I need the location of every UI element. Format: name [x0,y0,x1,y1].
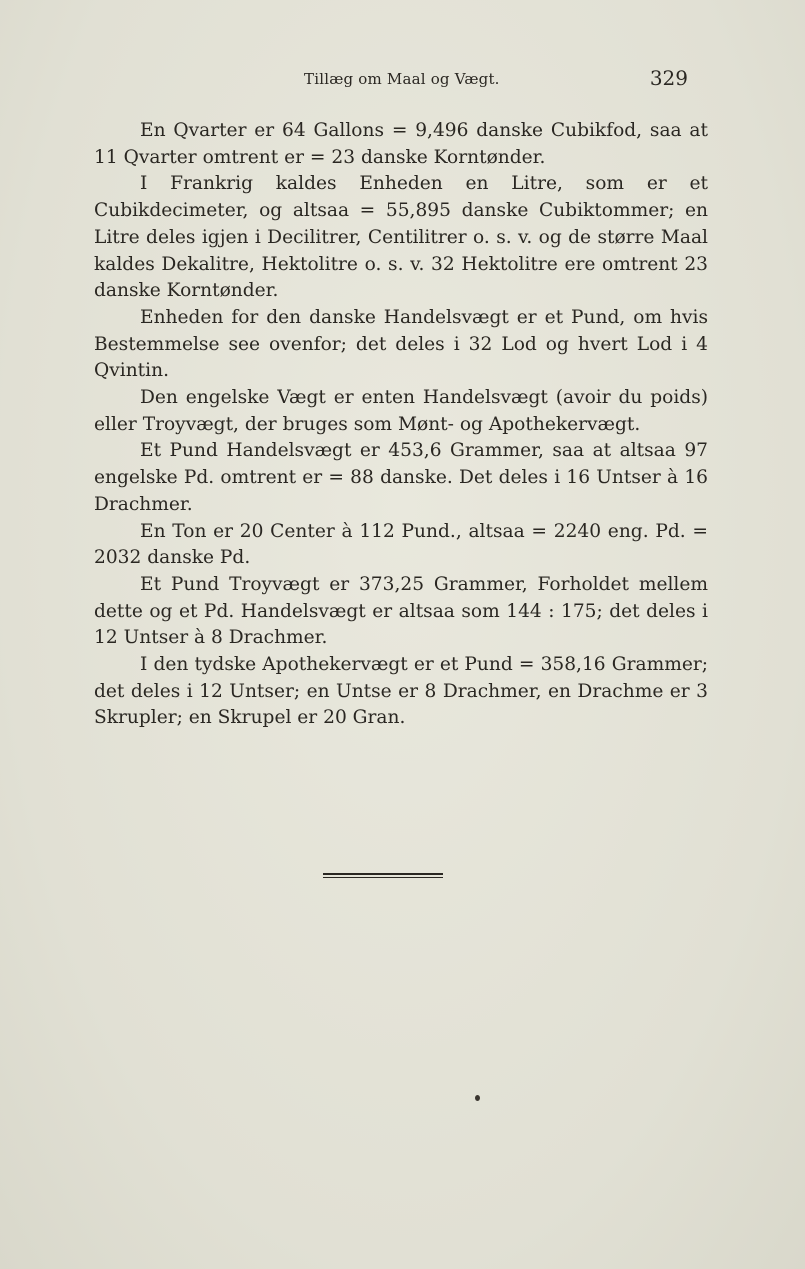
page-header [94,66,688,96]
running-title: Tillæg om Maal og Vægt. [304,70,500,88]
paragraph-tydsk-apothekervaegt: I den tydske Apothekervægt er et Pund = 358,16 Grammer; det deles i 12 Untser; en Untse er 8 Drachmer, en Drachme er 3 Skrupler; en Skrupel er 20 Gran. [94,654,708,729]
paragraph-pund-handelsvaegt: Et Pund Handelsvægt er 453,6 Grammer, saa at altsaa 97 engelske Pd. omtrent er = 88 danske. Det deles i 16 Untser à 16 Drachmer. [94,440,708,515]
paragraph-troyvaegt: Et Pund Troyvægt er 373,25 Grammer, Forholdet mellem dette og et Pd. Handelsvægt er altsaa som 144 : 175; det deles i 12 Untser à 8 Drachmer. [94,573,708,649]
paragraph-frankrig-litre: I Frankrig kaldes Enheden en Litre, som er et Cubikdecimeter, og altsaa = 55,895 danske Cubiktommer; en Litre deles igjen i Decilitrer, Centilitrer o. s. v. og de større Maal kaldes Dekalitre, Hektolitre o. s. v. 32 Hektolitre ere omtrent 23 danske Korntønder. [94,173,708,302]
section-end-rule [323,873,443,878]
paragraph-dansk-handelsvaegt: Enheden for den danske Handelsvægt er et Pund, om hvis Bestemmelse see ovenfor; det deles i 32 Lod og hvert Lod i 4 Qvintin. [94,306,708,382]
paragraph-ton: En Ton er 20 Center à 112 Pund., altsaa = 2240 eng. Pd. = 2032 danske Pd. [94,520,708,569]
ink-speck [475,1095,480,1101]
page-number: 329 [649,66,688,90]
body-text [94,118,708,732]
paragraph-qvarter: En Qvarter er 64 Gallons = 9,496 danske Cubikfod, saa at 11 Qvarter omtrent er = 23 danske Korntønder. [94,120,708,168]
paragraph-engelsk-vaegt: Den engelske Vægt er enten Handelsvægt (avoir du poids) eller Troyvægt, der bruges som Mønt- og Apothekervægt. [94,387,708,435]
